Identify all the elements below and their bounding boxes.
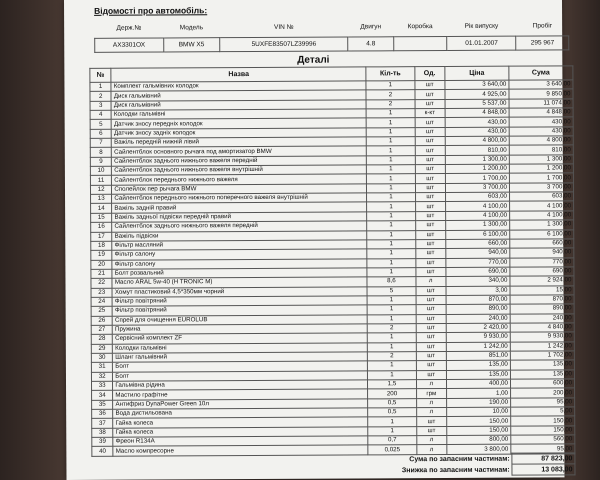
row-price: 770,00 bbox=[446, 258, 510, 268]
row-number: 28 bbox=[91, 335, 112, 344]
row-sum: 660,00 bbox=[510, 239, 574, 249]
row-number: 32 bbox=[91, 372, 112, 381]
row-number: 14 bbox=[91, 204, 112, 213]
row-sum: 1 242,00 bbox=[510, 341, 574, 351]
row-price: 240,00 bbox=[446, 314, 510, 324]
vehicle-year: 01.01.2007 bbox=[447, 36, 516, 50]
vehicle-header-mileage: Пробіг bbox=[532, 21, 553, 30]
row-qty: 1 bbox=[368, 426, 416, 436]
row-price: 1 300,00 bbox=[446, 220, 510, 230]
row-price: 3 700,00 bbox=[445, 183, 509, 193]
row-name: Датчик зносу задніх колодок bbox=[112, 128, 367, 139]
vehicle-engine: 4.8 bbox=[348, 37, 394, 51]
background-left bbox=[0, 0, 70, 480]
row-name: Фільтр масляний bbox=[112, 240, 367, 251]
row-number: 33 bbox=[91, 381, 112, 390]
row-price: 340,00 bbox=[446, 276, 510, 286]
row-qty: 1 bbox=[367, 240, 415, 250]
row-price: 135,00 bbox=[446, 360, 510, 370]
row-sum: 560,00 bbox=[511, 435, 575, 445]
row-unit: шт bbox=[415, 118, 445, 128]
row-name: Пружина bbox=[113, 324, 368, 335]
row-name: Важіль передній нижній лівий bbox=[112, 137, 367, 148]
row-qty: 1 bbox=[367, 183, 415, 193]
row-number: 23 bbox=[91, 288, 112, 297]
parts-body bbox=[90, 80, 575, 456]
row-name: Мастило графітне bbox=[113, 389, 368, 400]
row-unit: л bbox=[416, 380, 446, 390]
row-price: 135,00 bbox=[446, 370, 510, 380]
row-number: 6 bbox=[90, 129, 111, 138]
row-qty: 1 bbox=[367, 268, 415, 278]
row-name: Важіль підвіски bbox=[112, 230, 367, 241]
row-qty: 1 bbox=[368, 417, 416, 427]
row-price: 1 700,00 bbox=[445, 174, 509, 184]
row-qty: 1 bbox=[368, 333, 416, 343]
vehicle-info-title: Відомості про автомобіль: bbox=[94, 5, 208, 16]
row-number: 3 bbox=[90, 101, 111, 110]
row-sum: 1 300,00 bbox=[509, 155, 573, 165]
row-price: 800,00 bbox=[447, 435, 511, 445]
row-price: 430,00 bbox=[445, 118, 509, 128]
row-number: 7 bbox=[90, 138, 111, 147]
row-sum: 15,00 bbox=[510, 285, 574, 295]
row-number: 27 bbox=[91, 325, 112, 334]
row-price: 690,00 bbox=[446, 267, 510, 277]
row-number: 37 bbox=[92, 419, 113, 428]
row-number: 5 bbox=[90, 120, 111, 129]
row-sum: 603,00 bbox=[509, 192, 573, 202]
vehicle-header-model: Модель bbox=[179, 23, 204, 31]
row-sum: 5,00 bbox=[511, 407, 575, 417]
row-sum: 3 700,00 bbox=[509, 183, 573, 193]
row-name: Вода дистильована bbox=[113, 408, 368, 419]
row-price: 851,00 bbox=[446, 351, 510, 361]
row-name: Сайлентблок заднього нижнього важеля передній bbox=[112, 221, 367, 232]
vehicle-gearbox bbox=[394, 36, 447, 50]
row-sum: 770,00 bbox=[510, 257, 574, 267]
row-qty: 1 bbox=[367, 146, 415, 156]
row-name: Колодки гальмівні bbox=[111, 109, 366, 120]
col-price-header: Ціна bbox=[445, 66, 509, 80]
row-number: 21 bbox=[91, 269, 112, 278]
row-name: Фільтр салону bbox=[112, 249, 367, 260]
row-price: 150,00 bbox=[447, 417, 511, 427]
row-qty: 1 bbox=[367, 296, 415, 306]
vehicle-header-engine: Двигун bbox=[360, 22, 382, 30]
row-price: 810,00 bbox=[445, 146, 509, 156]
row-number: 10 bbox=[90, 166, 111, 175]
row-sum: 4 800,00 bbox=[509, 136, 573, 146]
row-name: Гальмівна рідина bbox=[113, 380, 368, 391]
row-name: Спрей для очищення EUROLUB bbox=[112, 315, 367, 326]
row-number: 36 bbox=[92, 409, 113, 418]
vehicle-model: BMW X5 bbox=[163, 38, 220, 52]
row-name: Гайка колеса bbox=[113, 427, 368, 438]
row-price: 4 925,00 bbox=[445, 90, 509, 100]
row-sum: 870,00 bbox=[510, 295, 574, 305]
row-name: Комплект гальмівних колодок bbox=[111, 81, 366, 92]
row-price: 4 800,00 bbox=[445, 136, 509, 146]
row-sum: 4 848,00 bbox=[509, 108, 573, 118]
row-unit: шт bbox=[416, 286, 446, 296]
row-unit: шт bbox=[415, 267, 445, 277]
vehicle-header-plate: Держ.№ bbox=[116, 24, 142, 32]
row-price: 1 200,00 bbox=[445, 164, 509, 174]
total-discount-label: Знижка по запасним частинам: bbox=[401, 466, 510, 474]
row-sum: 6 100,00 bbox=[510, 229, 574, 239]
row-name: Сайлентблок основного рычага под амортизатор BMW bbox=[112, 146, 367, 157]
row-number: 25 bbox=[91, 307, 112, 316]
row-unit: шт bbox=[415, 258, 445, 268]
vehicle-header-vin: VIN № bbox=[273, 23, 294, 31]
row-sum: 1 700,00 bbox=[509, 173, 573, 183]
row-unit: шт bbox=[415, 155, 445, 165]
total-sum-label: Сума по запасним частинам: bbox=[409, 455, 510, 463]
row-price: 603,00 bbox=[445, 192, 509, 202]
row-qty: 1 bbox=[366, 109, 414, 119]
parts-table bbox=[89, 65, 575, 456]
vehicle-plate: АХ3301ОХ bbox=[95, 38, 164, 52]
row-sum: 430,00 bbox=[509, 117, 573, 127]
row-qty: 1 bbox=[366, 127, 414, 137]
row-unit: шт bbox=[415, 239, 445, 249]
row-price: 4 100,00 bbox=[446, 211, 510, 221]
row-name: Сайлентблок заднього нижнього важеля внутрішній bbox=[112, 165, 367, 176]
row-sum: 1 300,00 bbox=[510, 220, 574, 230]
row-sum: 200,00 bbox=[510, 388, 574, 398]
row-price: 3 800,00 bbox=[447, 445, 511, 455]
row-qty: 200 bbox=[368, 389, 416, 399]
row-qty: 2 bbox=[366, 90, 414, 100]
row-unit: шт bbox=[415, 174, 445, 184]
row-unit: л bbox=[416, 445, 446, 455]
row-number: 30 bbox=[91, 353, 112, 362]
row-price: 3 640,00 bbox=[445, 80, 509, 90]
row-qty: 1 bbox=[367, 258, 415, 268]
row-price: 9 930,00 bbox=[446, 332, 510, 342]
row-name: Хомут пластиковий 4,5*350мм чорний bbox=[112, 286, 367, 297]
row-qty: 1 bbox=[366, 81, 414, 91]
row-unit: шт bbox=[416, 370, 446, 380]
row-price: 1 242,00 bbox=[446, 342, 510, 352]
row-name: Важіль задньої підвіски передній правий bbox=[112, 212, 367, 223]
col-unit-header: Од. bbox=[414, 67, 444, 81]
row-name: Масло ARAL 5w-40 (H TRONIC M) bbox=[112, 277, 367, 288]
row-qty: 1 bbox=[367, 230, 415, 240]
row-name: Гайка колеса bbox=[113, 417, 368, 428]
row-number: 17 bbox=[91, 232, 112, 241]
row-price: 4 848,00 bbox=[445, 108, 509, 118]
row-price: 660,00 bbox=[446, 239, 510, 249]
row-unit: шт bbox=[416, 305, 446, 315]
row-unit: шт bbox=[415, 137, 445, 147]
row-name: Фреон R134A bbox=[113, 436, 368, 447]
row-number: 18 bbox=[91, 241, 112, 250]
row-sum: 9 930,00 bbox=[510, 332, 574, 342]
row-number: 16 bbox=[91, 222, 112, 231]
row-unit: л bbox=[416, 408, 446, 418]
row-sum: 2 924,00 bbox=[510, 276, 574, 286]
row-unit: шт bbox=[415, 193, 445, 203]
row-sum: 135,00 bbox=[510, 369, 574, 379]
row-number: 1 bbox=[90, 82, 111, 91]
row-unit: шт bbox=[416, 314, 446, 324]
row-number: 26 bbox=[91, 316, 112, 325]
row-number: 40 bbox=[92, 447, 113, 456]
row-price: 430,00 bbox=[445, 127, 509, 137]
col-name-header: Назва bbox=[111, 67, 366, 82]
row-sum: 4 100,00 bbox=[510, 211, 574, 221]
row-name: Болт bbox=[113, 361, 368, 372]
row-unit: шт bbox=[415, 202, 445, 212]
row-price: 890,00 bbox=[446, 304, 510, 314]
row-name: Диск гальмівний bbox=[111, 90, 366, 101]
row-qty: 1 bbox=[368, 342, 416, 352]
row-number: 8 bbox=[90, 148, 111, 157]
row-unit: шт bbox=[416, 342, 446, 352]
row-number: 35 bbox=[92, 400, 113, 409]
row-price: 870,00 bbox=[446, 295, 510, 305]
row-unit: шт bbox=[416, 351, 446, 361]
row-unit: к-кт bbox=[415, 109, 445, 119]
row-qty: 1 bbox=[367, 314, 415, 324]
row-sum: 1 200,00 bbox=[509, 164, 573, 174]
row-number: 9 bbox=[90, 157, 111, 166]
row-sum: 4 100,00 bbox=[509, 201, 573, 211]
row-price: 10,00 bbox=[447, 407, 511, 417]
row-qty: 0,025 bbox=[368, 445, 416, 455]
row-qty: 0,5 bbox=[368, 398, 416, 408]
col-sum-header: Сума bbox=[509, 66, 573, 80]
row-sum: 135,00 bbox=[510, 360, 574, 370]
row-unit: шт bbox=[415, 81, 445, 91]
total-discount-row bbox=[91, 464, 575, 478]
row-qty: 0,7 bbox=[368, 436, 416, 446]
row-unit: шт bbox=[415, 183, 445, 193]
row-price: 150,00 bbox=[447, 426, 511, 436]
row-unit: шт bbox=[415, 249, 445, 259]
row-name: Антифриз DynaPower Green 10л bbox=[113, 399, 368, 410]
row-price: 190,00 bbox=[446, 398, 510, 408]
row-name: Шланг гальмівний bbox=[113, 352, 368, 363]
row-unit: шт bbox=[416, 323, 446, 333]
row-unit: л bbox=[416, 398, 446, 408]
row-number: 20 bbox=[91, 260, 112, 269]
row-unit: шт bbox=[415, 90, 445, 100]
row-sum: 95,00 bbox=[511, 398, 575, 408]
row-name: Масло компресорне bbox=[113, 445, 368, 456]
row-number: 11 bbox=[90, 176, 111, 185]
row-sum: 150,00 bbox=[511, 416, 575, 426]
row-price: 400,00 bbox=[446, 379, 510, 389]
row-qty: 5 bbox=[367, 286, 415, 296]
row-unit: шт bbox=[415, 127, 445, 137]
row-qty: 1 bbox=[367, 155, 415, 165]
row-number: 24 bbox=[91, 297, 112, 306]
row-qty: 2 bbox=[366, 99, 414, 109]
row-name: Диск гальмівний bbox=[111, 100, 366, 111]
vehicle-header-gearbox: Коробка bbox=[407, 22, 433, 30]
row-qty: 8,6 bbox=[367, 277, 415, 287]
row-name: Фільтр повітряний bbox=[112, 305, 367, 316]
row-unit: шт bbox=[416, 361, 446, 371]
row-number: 19 bbox=[91, 250, 112, 259]
row-number: 39 bbox=[92, 437, 113, 446]
row-unit: шт bbox=[415, 146, 445, 156]
row-qty: 0,5 bbox=[368, 408, 416, 418]
row-sum: 430,00 bbox=[509, 127, 573, 137]
row-price: 4 100,00 bbox=[445, 202, 509, 212]
row-name: Болт bbox=[113, 371, 368, 382]
row-unit: шт bbox=[415, 211, 445, 221]
details-title: Деталі bbox=[297, 54, 330, 66]
row-sum: 940,00 bbox=[510, 248, 574, 258]
row-price: 6 100,00 bbox=[446, 230, 510, 240]
row-number: 4 bbox=[90, 110, 111, 119]
row-name: Важіль задній правий bbox=[112, 202, 367, 213]
row-price: 940,00 bbox=[446, 248, 510, 258]
row-price: 3,00 bbox=[446, 286, 510, 296]
row-qty: 1 bbox=[367, 305, 415, 315]
row-qty: 1 bbox=[367, 202, 415, 212]
row-unit: шт bbox=[416, 426, 446, 436]
row-name: Фільтр повітряний bbox=[112, 296, 367, 307]
row-number: 15 bbox=[91, 213, 112, 222]
total-sum-value: 87 823,00 bbox=[512, 453, 575, 464]
row-qty: 2 bbox=[367, 324, 415, 334]
row-price: 1,00 bbox=[446, 389, 510, 399]
row-unit: шт bbox=[416, 417, 446, 427]
row-name: Сервісний комплект ZF bbox=[113, 333, 368, 344]
row-qty: 1 bbox=[368, 361, 416, 371]
row-sum: 4 840,00 bbox=[510, 323, 574, 333]
row-qty: 1 bbox=[366, 118, 414, 128]
row-number: 31 bbox=[91, 363, 112, 372]
total-discount-value: 13 083,00 bbox=[512, 464, 575, 475]
row-sum: 810,00 bbox=[509, 145, 573, 155]
row-unit: л bbox=[416, 277, 446, 287]
row-number: 34 bbox=[92, 391, 113, 400]
row-unit: шт bbox=[416, 333, 446, 343]
row-unit: грм bbox=[416, 389, 446, 399]
row-sum: 11 074,00 bbox=[509, 99, 573, 109]
row-sum: 95,00 bbox=[511, 444, 575, 454]
row-qty: 1 bbox=[368, 370, 416, 380]
row-price: 1 300,00 bbox=[445, 155, 509, 165]
vehicle-header-year: Рік випуску bbox=[464, 22, 499, 30]
row-sum: 890,00 bbox=[510, 304, 574, 314]
totals-table bbox=[91, 452, 575, 478]
row-qty: 1 bbox=[367, 165, 415, 175]
row-unit: л bbox=[416, 436, 446, 446]
row-unit: шт bbox=[416, 295, 446, 305]
row-number: 38 bbox=[92, 428, 113, 437]
row-qty: 1 bbox=[367, 249, 415, 259]
row-name: Сайлентблок переднього нижнього важеля bbox=[112, 174, 367, 185]
row-unit: шт bbox=[415, 165, 445, 175]
row-qty: 1 bbox=[367, 174, 415, 184]
row-qty: 2 bbox=[368, 352, 416, 362]
row-unit: шт bbox=[415, 221, 445, 231]
row-name: Датчик зносу передніх колодок bbox=[111, 118, 366, 129]
row-price: 5 537,00 bbox=[445, 99, 509, 109]
row-qty: 1 bbox=[367, 137, 415, 147]
row-number: 2 bbox=[90, 92, 111, 101]
row-sum: 1 702,00 bbox=[510, 351, 574, 361]
row-name: Сайлентблок заднього нижнього важеля передній bbox=[112, 156, 367, 167]
row-name: Сполейлок пер рычага BMW bbox=[112, 184, 367, 195]
row-unit: шт bbox=[415, 230, 445, 240]
row-sum: 150,00 bbox=[511, 426, 575, 436]
vehicle-header-row bbox=[95, 15, 569, 38]
row-sum: 9 850,00 bbox=[509, 89, 573, 99]
row-qty: 1 bbox=[367, 211, 415, 221]
row-sum: 3 640,00 bbox=[509, 80, 573, 90]
row-name: Фільтр салону bbox=[112, 258, 367, 269]
row-qty: 1 bbox=[367, 221, 415, 231]
document-sheet bbox=[64, 0, 573, 480]
row-sum: 600,00 bbox=[510, 379, 574, 389]
row-name: Сайлентблок переднього нижнього поперечного важеля внутрішній bbox=[112, 193, 367, 204]
vehicle-info-table bbox=[94, 15, 569, 52]
row-sum: 690,00 bbox=[510, 267, 574, 277]
row-number: 22 bbox=[91, 278, 112, 287]
row-number: 29 bbox=[91, 344, 112, 353]
vehicle-values-row bbox=[95, 36, 569, 52]
col-number-header: № bbox=[90, 68, 111, 82]
col-qty-header: Кіл-ть bbox=[366, 67, 414, 81]
row-sum: 240,00 bbox=[510, 313, 574, 323]
row-price: 2 420,00 bbox=[446, 323, 510, 333]
row-name: Болт розвальний bbox=[112, 268, 367, 279]
row-number: 13 bbox=[91, 194, 112, 203]
vehicle-vin: 5UXFE83507LZ39996 bbox=[220, 37, 348, 52]
row-number: 12 bbox=[90, 185, 111, 194]
row-name: Колодки гальмівні bbox=[113, 343, 368, 354]
row-qty: 1 bbox=[367, 193, 415, 203]
row-unit: шт bbox=[415, 99, 445, 109]
row-qty: 1,5 bbox=[368, 380, 416, 390]
vehicle-mileage: 295 967 bbox=[516, 36, 569, 50]
